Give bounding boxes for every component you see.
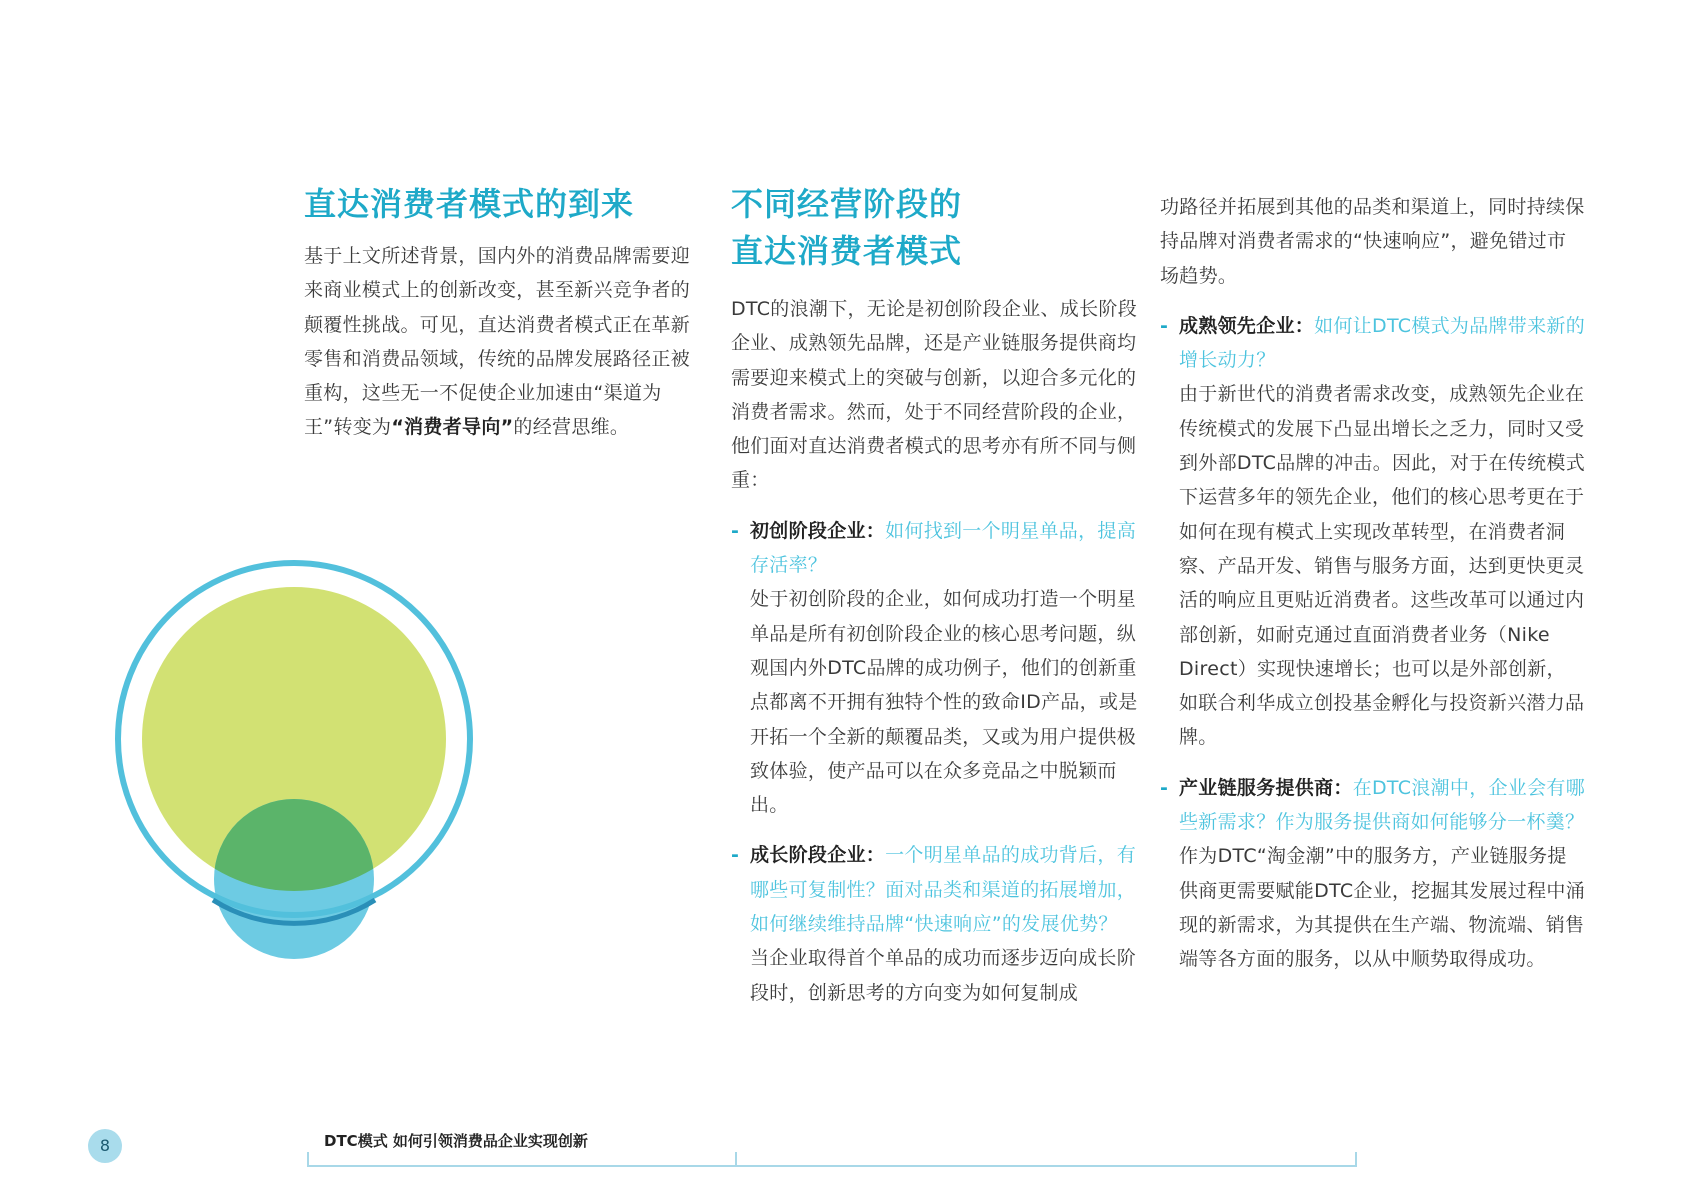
bullet-question: 一个明星单品的成功背后，有哪些可复制性？面对品类和渠道的拓展增加，如何继续维持品牌“快速响应”的发展优势？ bbox=[750, 844, 1137, 936]
intro-text: 基于上文所述背景，国内外的消费品牌需要迎来商业模式上的创新改变，甚至新兴竞争者的颠覆性挑战。可见，直达消费者模式正在革新零售和消费品领域，传统的品牌发展路径正被重构，这些无一不促使企业加速由“渠道为王”转变为 bbox=[304, 245, 691, 439]
bullet-dash: - bbox=[731, 519, 740, 542]
bullet-mature bbox=[1160, 309, 1585, 755]
intro-text-end: 的经营思维。 bbox=[513, 416, 630, 439]
bullet-question: 在DTC浪潮中，企业会有哪些新需求？作为服务提供商如何能够分一杯羹？ bbox=[1179, 776, 1585, 834]
bullet-growth bbox=[731, 838, 1143, 1009]
footer-tick bbox=[735, 1152, 737, 1167]
section-title-stages bbox=[731, 181, 1143, 275]
intro-paragraph bbox=[304, 239, 702, 445]
footer-tick bbox=[1355, 1152, 1357, 1167]
bullet-startup bbox=[731, 514, 1143, 823]
intro-bold-phrase: “消费者导向” bbox=[391, 416, 514, 439]
bullet-body: 当企业取得首个单品的成功而逐步迈向成长阶段时，创新思考的方向变为如何复制成 bbox=[750, 947, 1137, 1004]
bullet-heading: 产业链服务提供商： bbox=[1179, 776, 1353, 799]
bullet-question: 如何找到一个明星单品，提高存活率？ bbox=[750, 519, 1137, 577]
continuation-text: 功路径并拓展到其他的品类和渠道上，同时持续保持品牌对消费者需求的“快速响应”，避免错过市场趋势。 bbox=[1160, 196, 1585, 287]
bullet-service-provider bbox=[1160, 771, 1585, 977]
stages-intro: DTC的浪潮下，无论是初创阶段企业、成长阶段企业、成熟领先品牌，还是产业链服务提供商均需要迎来模式上的突破与创新，以迎合多元化的消费者需求。然而，处于不同经营阶段的企业，他们面对直达消费者模式的思考亦有所不同与侧重： bbox=[731, 298, 1137, 492]
bullet-question: 如何让DTC模式为品牌带来新的增长动力？ bbox=[1179, 314, 1585, 372]
bullet-body: 处于初创阶段的企业，如何成功打造一个明星单品是所有初创阶段企业的核心思考问题，纵观国内外DTC品牌的成功例子，他们的创新重点都离不开拥有独特个性的致命ID产品，或是开拓一个全新的颠覆品类，又或为用户提供极致体验，使产品可以在众多竞品之中脱颖而出。 bbox=[750, 588, 1138, 817]
bullet-body: 由于新世代的消费者需求改变，成熟领先企业在传统模式的发展下凸显出增长之乏力，同时又受到外部DTC品牌的冲击。因此，对于在传统模式下运营多年的领先企业，他们的核心思考更在于如何在现有模式上实现改革转型，在消费者洞察、产品开发、销售与服务方面，达到更快更灵活的响应且更贴近消费者。这些改革可以通过内部创新，如耐克通过直面消费者业务（Nike Direct）实现快速增长；也可以是外部创新，如联合利华成立创投基金孵化与投资新兴潜力品牌。 bbox=[1179, 383, 1585, 749]
bullet-dash: - bbox=[1160, 314, 1169, 337]
section-title-line2: 直达消费者模式 bbox=[731, 232, 963, 270]
footer-tick bbox=[307, 1152, 309, 1167]
page-number: 8 bbox=[88, 1129, 122, 1163]
intro-column bbox=[304, 181, 702, 445]
mature-column bbox=[1160, 190, 1585, 977]
section-title-dtc-arrival: 直达消费者模式的到来 bbox=[304, 185, 635, 223]
section-title-line1: 不同经营阶段的 bbox=[731, 185, 963, 223]
stages-column bbox=[731, 181, 1143, 1010]
bullet-body: 作为DTC“淘金潮”中的服务方，产业链服务提供商更需要赋能DTC企业，挖掘其发展过程中涌现的新需求，为其提供在生产端、物流端、销售端等各方面的服务，以从中顺势取得成功。 bbox=[1179, 845, 1585, 971]
footer-rule bbox=[307, 1165, 1357, 1167]
bullet-heading: 成熟领先企业： bbox=[1179, 314, 1315, 337]
bullet-heading: 成长阶段企业： bbox=[750, 844, 886, 867]
bullet-heading: 初创阶段企业： bbox=[750, 519, 886, 542]
overlapping-circles-graphic bbox=[110, 555, 490, 975]
report-title: DTC模式 如何引领消费品企业实现创新 bbox=[324, 1132, 588, 1150]
bullet-dash: - bbox=[1160, 776, 1169, 799]
bullet-dash: - bbox=[731, 844, 740, 867]
